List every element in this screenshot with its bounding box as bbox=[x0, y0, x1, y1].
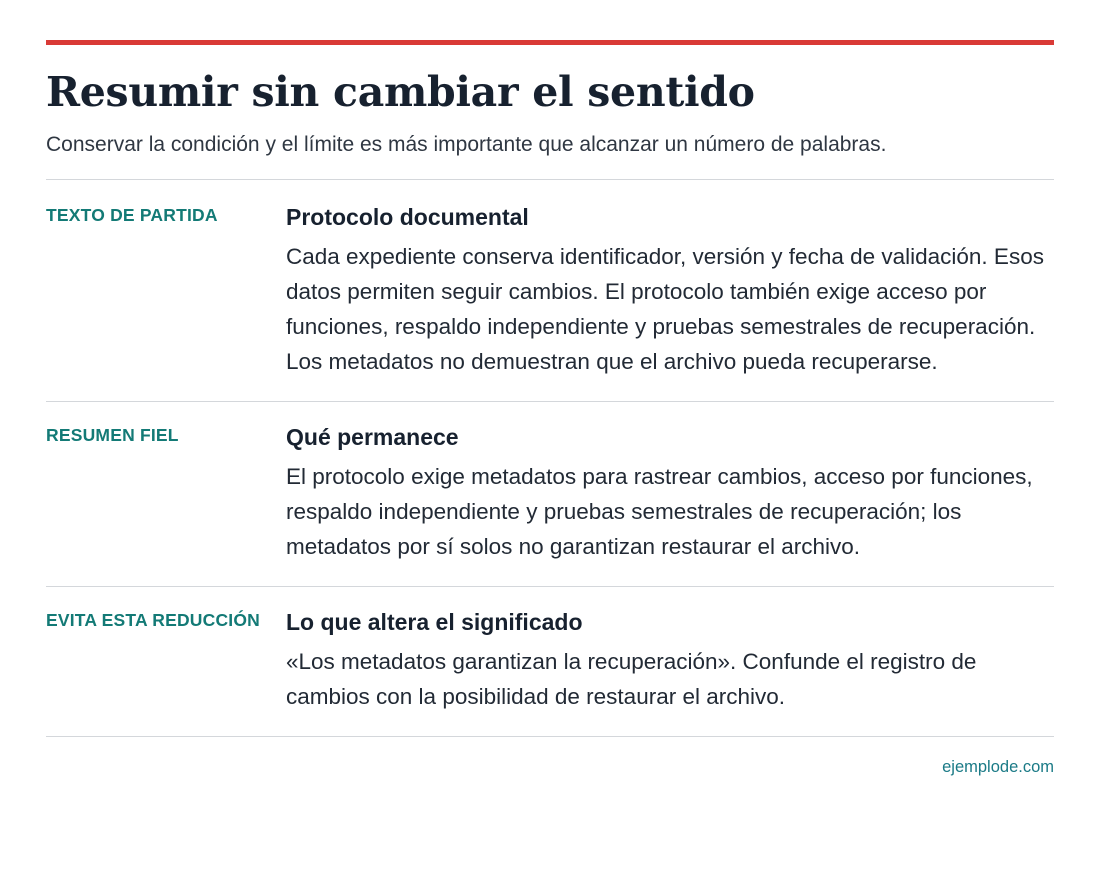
document-page bbox=[46, 40, 1054, 777]
row-body: Cada expediente conserva identificador, versión y fecha de validación. Esos datos permiten seguir cambios. El protocolo también exige acceso por funciones, respaldo independiente y pruebas semestrales de recuperación. Los metadatos no demuestran que el archivo pueda recuperarse. bbox=[286, 244, 1044, 374]
row-avoid-reduction bbox=[46, 587, 1054, 737]
row-label: RESUMEN FIEL bbox=[46, 425, 179, 445]
row-heading: Protocolo documental bbox=[286, 204, 529, 230]
comparison-rows bbox=[46, 179, 1054, 737]
row-faithful-summary bbox=[46, 402, 1054, 587]
page-title: Resumir sin cambiar el sentido bbox=[46, 68, 755, 116]
row-body: «Los metadatos garantizan la recuperación». Confunde el registro de cambios con la posibilidad de restaurar el archivo. bbox=[286, 649, 977, 709]
row-label: TEXTO DE PARTIDA bbox=[46, 205, 218, 225]
row-content bbox=[286, 607, 1054, 714]
row-source-text bbox=[46, 180, 1054, 402]
page-subtitle: Conservar la condición y el límite es más importante que alcanzar un número de palabras. bbox=[46, 133, 887, 156]
row-heading: Qué permanece bbox=[286, 424, 459, 450]
row-label: EVITA ESTA REDUCCIÓN bbox=[46, 610, 261, 630]
footer-site-link[interactable]: ejemplode.com bbox=[942, 758, 1054, 776]
row-heading: Lo que altera el significado bbox=[286, 609, 583, 635]
row-body: El protocolo exige metadatos para rastrear cambios, acceso por funciones, respaldo independiente y pruebas semestrales de recuperación; los metadatos por sí solos no garantizan restaurar el archivo. bbox=[286, 464, 1033, 559]
row-content bbox=[286, 202, 1054, 379]
row-content bbox=[286, 422, 1054, 564]
accent-rule bbox=[46, 40, 1054, 45]
